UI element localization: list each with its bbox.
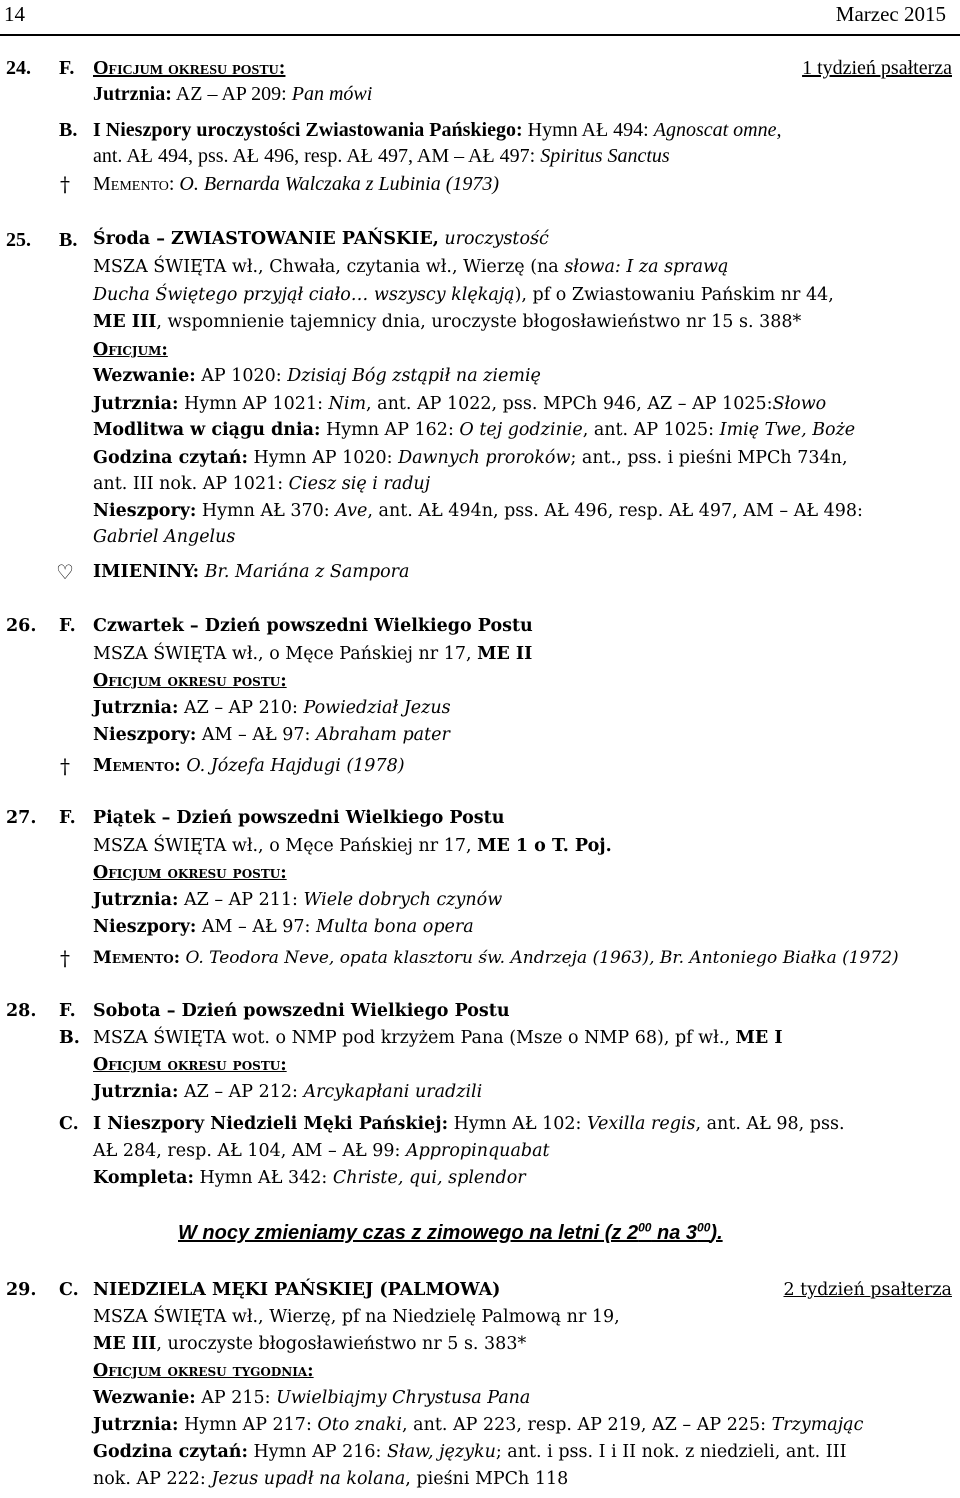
day-number: 28. [6, 1001, 37, 1021]
nieszpory-line-2: AŁ 284, resp. AŁ 104, AM – AŁ 99: Appropinquabat [93, 1141, 550, 1161]
cross-icon: † [60, 172, 70, 196]
msza-line-3: ME III, wspomnienie tajemnicy dnia, uroczyste błogosławieństwo nr 15 s. 388* [93, 312, 802, 332]
jutrznia-line: Jutrznia: AZ – AP 210: Powiedział Jezus [93, 698, 451, 718]
day-title: NIEDZIELA MĘKI PAŃSKIEJ (PALMOWA) [93, 1280, 501, 1300]
day-title: Środa – ZWIASTOWANIE PAŃSKIE, uroczystość [93, 229, 549, 249]
wezwanie-line: Wezwanie: AP 215: Uwielbiajmy Chrystusa Pana [93, 1388, 531, 1408]
nieszpory-line: Nieszpory: Hymn AŁ 370: Ave, ant. AŁ 494n, pss. AŁ 496, resp. AŁ 497, AM – AŁ 498: [93, 501, 863, 521]
msza-line: MSZA ŚWIĘTA wł., o Męce Pańskiej nr 17, ME II [93, 644, 533, 664]
oficjum-heading: Oficjum okresu postu: [93, 671, 287, 691]
nieszpory-line: Nieszpory: AM – AŁ 97: Multa bona opera [93, 917, 474, 937]
day-title: Czwartek – Dzień powszedni Wielkiego Postu [93, 616, 533, 636]
cross-icon: † [60, 946, 70, 970]
nieszpory-line: Nieszpory: AM – AŁ 97: Abraham pater [93, 725, 450, 745]
heart-icon: ♡ [56, 560, 74, 584]
kompleta-line: Kompleta: Hymn AŁ 342: Christe, qui, splendor [93, 1168, 526, 1188]
memento-line: Memento: O. Teodora Neve, opata klasztoru św. Andrzeja (1963), Br. Antoniego Białka (1972) [93, 948, 899, 968]
jutrznia-line: Jutrznia: Hymn AP 217: Oto znaki, ant. AP 223, resp. AP 219, AZ – AP 225: Trzymając [93, 1415, 864, 1435]
oficjum-heading: Oficjum okresu postu: [93, 863, 287, 883]
jutrznia-line: Jutrznia: AZ – AP 211: Wiele dobrych czynów [93, 890, 503, 910]
day-number: 29. [6, 1280, 37, 1300]
day-number: 26. [6, 616, 37, 636]
day-title: Sobota – Dzień powszedni Wielkiego Postu [93, 1001, 510, 1021]
page-header [0, 0, 960, 36]
day-letter: C. [59, 1280, 79, 1300]
day-letter: F. [59, 808, 76, 828]
godzina-czytan-line: Godzina czytań: Hymn AP 1020: Dawnych proroków; ant., pss. i pieśni MPCh 734n, [93, 448, 848, 468]
msza-line: MSZA ŚWIĘTA wot. o NMP pod krzyżem Pana (Msze o NMP 68), pf wł., ME I [93, 1028, 783, 1048]
header-month: Marzec 2015 [835, 2, 946, 26]
section-letter: B. [59, 1028, 80, 1048]
day-title: Piątek – Dzień powszedni Wielkiego Postu [93, 808, 505, 828]
oficjum-heading: Oficjum okresu postu: [93, 57, 286, 79]
godzina-czytan-line-2: ant. III nok. AP 1021: Ciesz się i raduj [93, 474, 431, 494]
section-letter: C. [59, 1114, 79, 1134]
oficjum-heading: Oficjum okresu tygodnia: [93, 1361, 314, 1381]
nieszpory-line: I Nieszpory Niedzieli Męki Pańskiej: Hymn AŁ 102: Vexilla regis, ant. AŁ 98, pss. [93, 1114, 845, 1134]
nieszpory-line: I Nieszpory uroczystości Zwiastowania Pańskiego: Hymn AŁ 494: Agnoscat omne, [93, 119, 782, 141]
day-number: 27. [6, 808, 37, 828]
day-letter: F. [59, 1001, 76, 1021]
day-number: 24. [6, 57, 31, 79]
memento-line: Memento: O. Bernarda Walczaka z Lubinia (1973) [93, 173, 500, 195]
imieniny-line: IMIENINY: Br. Mariána z Sampora [93, 562, 410, 582]
psalter-week: 2 tydzień psałterza [783, 1280, 952, 1300]
wezwanie-line: Wezwanie: AP 1020: Dzisiaj Bóg zstąpił na ziemię [93, 366, 541, 386]
page-number: 14 [4, 2, 25, 26]
day-number: 25. [6, 229, 31, 251]
jutrznia-line: Jutrznia: AZ – AP 212: Arcykapłani uradzili [93, 1082, 483, 1102]
nieszpory-line-2: ant. AŁ 494, pss. AŁ 496, resp. AŁ 497, AM – AŁ 497: Spiritus Sanctus [93, 145, 670, 167]
cross-icon: † [60, 754, 70, 778]
section-letter: B. [59, 119, 78, 141]
nieszpory-line-2: Gabriel Angelus [93, 527, 236, 547]
oficjum-heading: Oficjum okresu postu: [93, 1055, 287, 1075]
godzina-czytan-line-2: nok. AP 222: Jezus upadł na kolana, pieśni MPCh 118 [93, 1469, 569, 1489]
jutrznia-line: Jutrznia: Hymn AP 1021: Nim, ant. AP 1022, pss. MPCh 946, AZ – AP 1025:Słowo [93, 394, 827, 414]
jutrznia-line: Jutrznia: AZ – AP 209: Pan mówi [93, 83, 373, 105]
time-change-note: W nocy zmieniamy czas z zimowego na letni (z $2^{00}$ na $3^{00}$). [178, 1220, 723, 1244]
msza-line: MSZA ŚWIĘTA wł., Wierzę, pf na Niedzielę Palmową nr 19, [93, 1307, 620, 1327]
psalter-week: 1 tydzień psałterza [802, 57, 952, 79]
modlitwa-line: Modlitwa w ciągu dnia: Hymn AP 162: O tej godzinie, ant. AP 1025: Imię Twe, Boże [93, 420, 856, 440]
day-letter: F. [59, 57, 75, 79]
oficjum-heading: Oficjum: [93, 340, 168, 360]
msza-line: MSZA ŚWIĘTA wł., Chwała, czytania wł., Wierzę (na słowa: I za sprawą [93, 257, 729, 277]
msza-line-2: Ducha Świętego przyjął ciało… wszyscy klękają), pf o Zwiastowaniu Pańskim nr 44, [93, 285, 834, 305]
msza-line-2: ME III, uroczyste błogosławieństwo nr 5 s. 383* [93, 1334, 527, 1354]
memento-line: Memento: O. Józefa Hajdugi (1978) [93, 756, 405, 776]
day-letter: F. [59, 616, 76, 636]
msza-line: MSZA ŚWIĘTA wł., o Męce Pańskiej nr 17, ME 1 o T. Poj. [93, 836, 612, 856]
day-letter: B. [59, 229, 78, 251]
godzina-czytan-line: Godzina czytań: Hymn AP 216: Sław, języku; ant. i pss. I i II nok. z niedzieli, ant. III [93, 1442, 847, 1462]
